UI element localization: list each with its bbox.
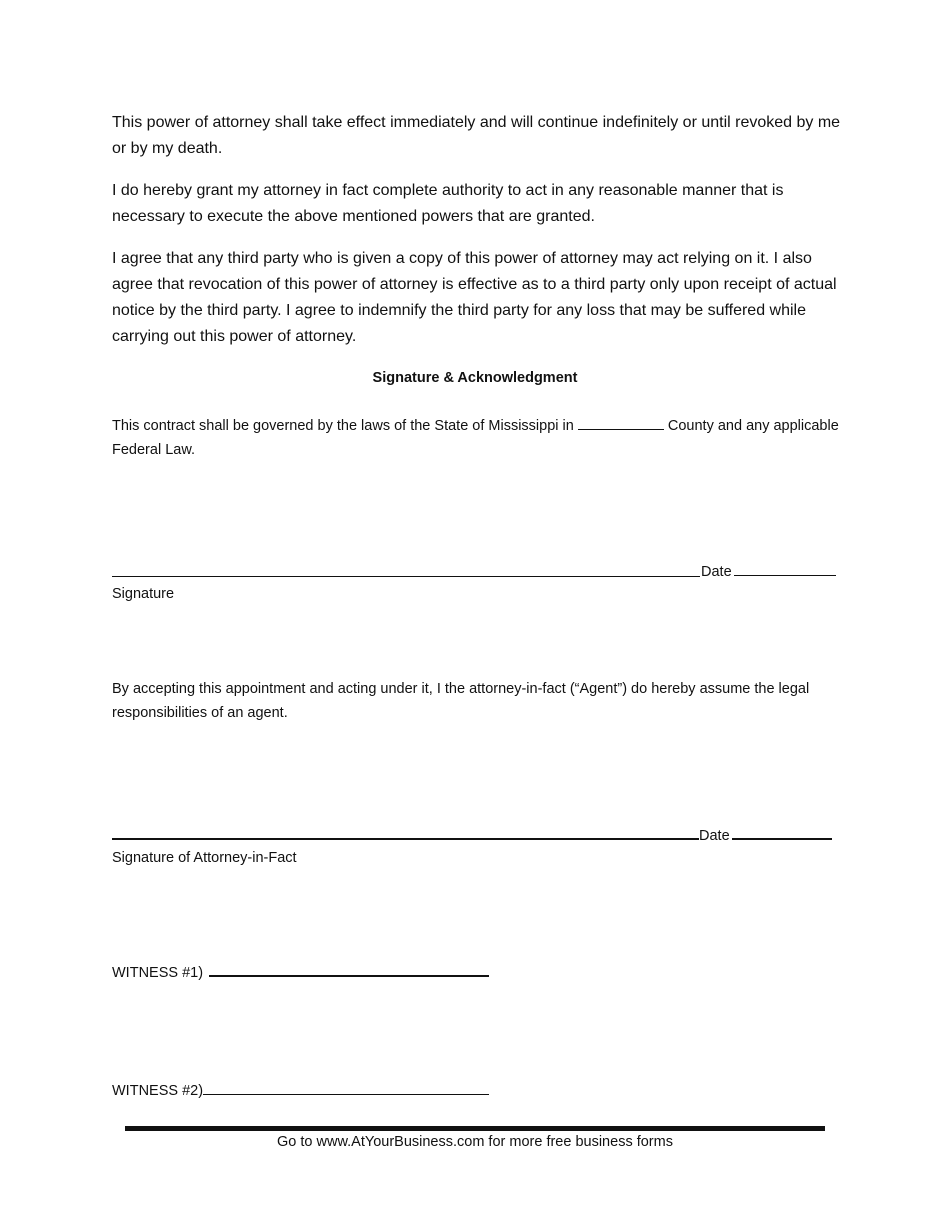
signature-label: Signature <box>112 586 175 602</box>
signature-date-label: Date <box>701 564 732 580</box>
witness-2-label: WITNESS #2) <box>112 1083 204 1099</box>
signature-heading: Signature & Acknowledgment <box>372 370 578 386</box>
county-blank[interactable] <box>578 413 664 430</box>
witness-2-line[interactable] <box>203 1078 489 1095</box>
attorney-date-label: Date <box>699 828 730 844</box>
footer-rule <box>125 1126 825 1131</box>
signature-line[interactable] <box>112 576 700 577</box>
signature-date-field <box>701 561 836 581</box>
attorney-date-blank[interactable] <box>732 824 832 840</box>
attorney-signature-line[interactable] <box>112 838 699 840</box>
witness-2-row <box>112 1078 489 1101</box>
governing-law-paragraph <box>112 413 842 462</box>
paragraph-authority: I do hereby grant my attorney in fact complete authority to act in any reasonable manner that is necessary to execute the above mentioned powers that are granted. <box>112 182 784 225</box>
paragraph-third-party: I agree that any third party who is given a copy of this power of attorney may act relying on it. I also agree that revocation of this power of attorney is effective as to a third party only upon receipt of actual notice by the third party. I agree to indemnify the third party for any loss that may be suffered while carrying out this power of attorney. <box>112 250 837 345</box>
paragraph-effect: This power of attorney shall take effect immediately and will continue indefinitely or until revoked by me or by my death. <box>112 114 841 157</box>
agent-acceptance-paragraph: By accepting this appointment and acting under it, I the attorney-in-fact (“Agent”) do hereby assume the legal responsibilities of an agent. <box>112 681 810 721</box>
governing-law-text-after: County and any applicable Federal Law. <box>112 418 839 458</box>
attorney-signature-label: Signature of Attorney-in-Fact <box>112 850 297 866</box>
governing-law-text-before: This contract shall be governed by the laws of the State of Mississippi in <box>112 418 574 434</box>
footer-text: Go to www.AtYourBusiness.com for more free business forms <box>277 1134 673 1150</box>
witness-1-line[interactable] <box>209 959 489 977</box>
attorney-date-field <box>699 824 832 845</box>
witness-1-row <box>112 959 489 983</box>
signature-date-blank[interactable] <box>734 561 836 576</box>
witness-1-label: WITNESS #1) <box>112 965 204 981</box>
